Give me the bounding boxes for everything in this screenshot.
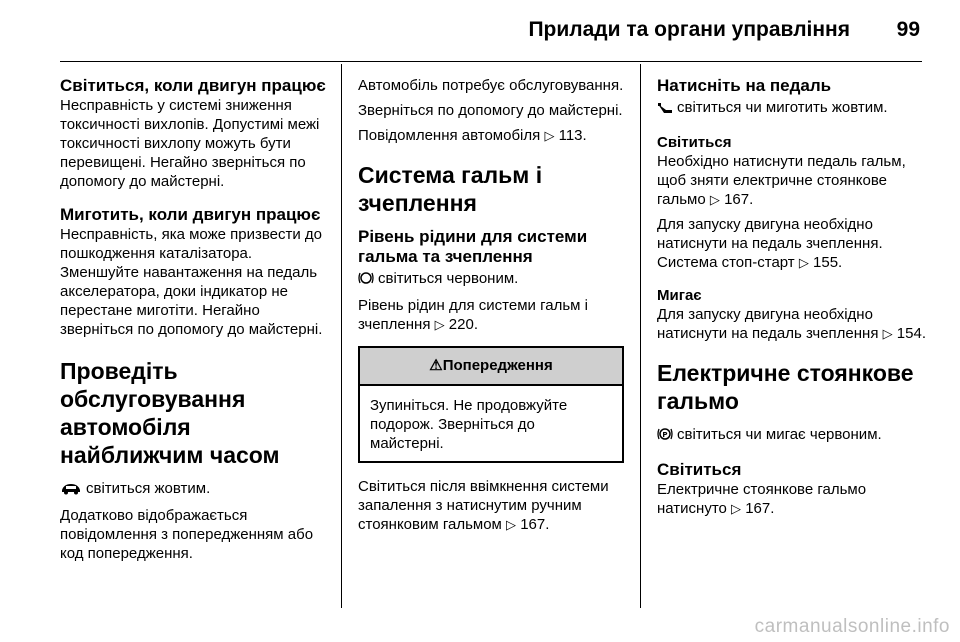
- reference-line: [657, 215, 927, 272]
- column-divider-1: [341, 64, 342, 608]
- indicator-line: [60, 479, 332, 500]
- reference-line: [657, 305, 927, 343]
- page-ref-arrow-icon: ▷: [882, 326, 893, 341]
- page-ref-arrow-icon: ▷: [506, 517, 517, 532]
- section-heading: Світиться, коли двигун працює: [60, 76, 326, 95]
- warning-title: Попередження: [442, 357, 553, 374]
- indicator-line: [657, 425, 927, 446]
- paragraph: Автомобіль потребує обслуговування.: [358, 77, 624, 94]
- indicator-text: світиться жовтим.: [86, 480, 211, 497]
- paragraph: Додатково відображається повідомлення з попередженням або код попередження.: [60, 507, 314, 562]
- section-heading: Мигає: [657, 287, 702, 304]
- warning-box: [358, 346, 624, 463]
- page-ref-arrow-icon: ▷: [544, 128, 555, 143]
- section-heading: Світиться: [657, 134, 732, 151]
- section-title: Система гальм і зчеплення: [358, 162, 543, 216]
- page-ref-arrow-icon: ▷: [709, 192, 720, 207]
- page-ref-number: 154.: [896, 325, 926, 342]
- reference-text: Повідомлення автомобіля: [358, 127, 541, 144]
- page-ref-number: 220.: [448, 316, 478, 333]
- service-wrench-car-icon: [60, 481, 82, 500]
- warning-text: Зупиніться. Не продовжуйте подорож. Зверніться до майстерні.: [370, 397, 568, 452]
- page-ref-number: 167.: [520, 516, 550, 533]
- reference-text: Для запуску двигуна необхідно натиснути на педаль зчеплення: [657, 306, 879, 342]
- reference-line: [358, 126, 624, 145]
- section-heading: Миготить, коли двигун працює: [60, 205, 321, 224]
- header-divider: [60, 61, 922, 62]
- section-heading: Світиться: [657, 460, 742, 479]
- column-divider-2: [640, 64, 641, 608]
- indicator-text: світиться чи миготить жовтим.: [677, 99, 888, 116]
- indicator-text: світиться чи мигає червоним.: [677, 426, 882, 443]
- page-ref-arrow-icon: ▷: [731, 501, 742, 516]
- page-ref-number: 167.: [724, 191, 754, 208]
- paragraph: Несправність у системі зниження токсичності вихлопів. Допустимі межі токсичності вихлопу можуть бути перевищені. Негайно зверніться по допомогу до майстерні.: [60, 97, 320, 190]
- page-number: 99: [896, 18, 920, 41]
- indicator-line: [358, 269, 624, 290]
- reference-text: Світиться після ввімкнення системи запалення з натиснутим ручним стоянковим гальмом: [358, 478, 609, 533]
- parking-brake-icon: [657, 427, 673, 446]
- warning-triangle-icon: ⚠: [429, 357, 443, 374]
- reference-text: Рівень рідин для системи гальм і зчеплення: [358, 297, 588, 333]
- svg-text:P: P: [662, 431, 668, 439]
- brake-warning-icon: [358, 271, 374, 290]
- page-ref-arrow-icon: ▷: [434, 317, 445, 332]
- page-ref-number: 167.: [745, 500, 775, 517]
- section-title: Електричне стоянкове гальмо: [657, 360, 914, 414]
- paragraph: Зверніться по допомогу до майстерні.: [358, 102, 623, 119]
- pedal-icon: [657, 100, 673, 119]
- section-heading: Рівень рідини для системи гальма та зчеплення: [358, 227, 588, 266]
- reference-text: Електричне стоянкове гальмо натиснуто: [657, 481, 867, 517]
- reference-text: Необхідно натиснути педаль гальм, щоб зняти електричне стоянкове гальмо: [657, 153, 906, 208]
- column-3: [657, 76, 927, 518]
- warning-header: [360, 348, 622, 386]
- column-2: [358, 76, 624, 534]
- page-ref-number: 155.: [813, 254, 843, 271]
- watermark: carmanualsonline.info: [754, 616, 950, 637]
- column-1: [60, 76, 332, 563]
- reference-line: [358, 477, 624, 534]
- page-header: [0, 0, 960, 62]
- page-ref-arrow-icon: ▷: [798, 255, 809, 270]
- page-title: Прилади та органи управління: [528, 18, 850, 41]
- page-ref-number: 113.: [558, 127, 587, 144]
- indicator-line: [657, 98, 927, 119]
- section-heading: Натисніть на педаль: [657, 76, 832, 95]
- reference-line: [358, 296, 624, 334]
- reference-text: Для запуску двигуна необхідно натиснути на педаль зчеплення. Система стоп-старт: [657, 216, 883, 271]
- reference-line: [657, 480, 927, 518]
- section-title: Проведіть обслуговування автомобіля найближчим часом: [60, 358, 280, 468]
- indicator-text: світиться червоним.: [378, 270, 519, 287]
- paragraph: Несправність, яка може призвести до пошкодження каталізатора. Зменшуйте навантаження на педаль акселератора, доки індикатор не перестане миготіти. Негайно зверніться по допомогу до майстерні.: [60, 226, 323, 338]
- reference-line: [657, 152, 927, 209]
